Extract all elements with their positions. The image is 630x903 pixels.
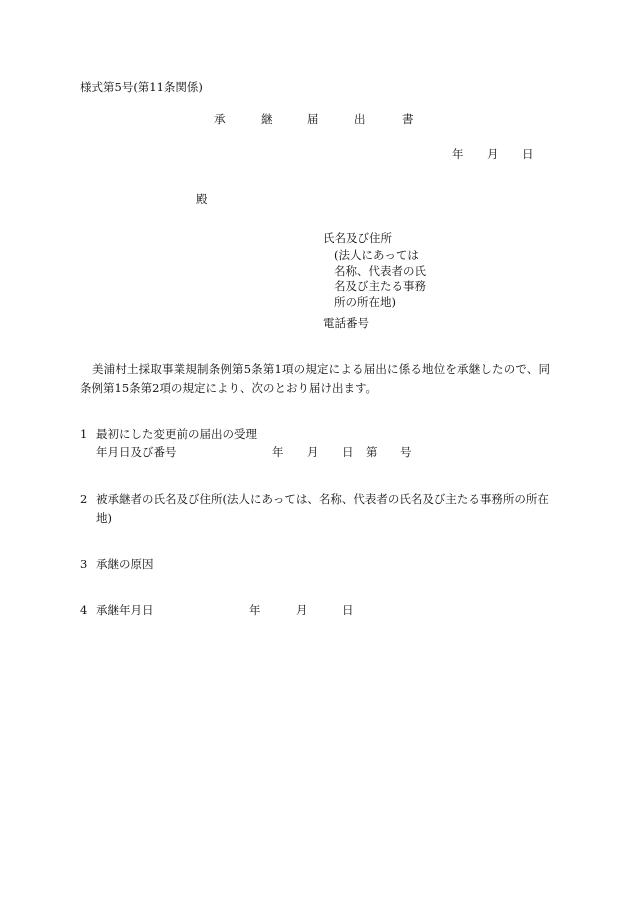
- date-day: 日: [522, 147, 534, 161]
- item-4-month: 月: [296, 603, 308, 617]
- item-4-label: 承継年月日: [96, 603, 154, 617]
- date-month: 月: [487, 147, 499, 161]
- title-char: 承: [214, 112, 226, 126]
- item-1-label-line2: 年月日及び番号: [96, 445, 177, 459]
- item-3-number: 3: [80, 557, 88, 571]
- title-char: 届: [307, 112, 319, 126]
- applicant-phone-label: 電話番号: [323, 316, 369, 330]
- body-paragraph: 美浦村土採取事業規制条例第5条第1項の規定による届出に係る地位を承継したので、同条例第15条第2項の規定により、次のとおり届け出ます。: [80, 362, 550, 395]
- item-4-year: 年: [249, 603, 261, 617]
- applicant-corp-note-line: 所の所在地): [334, 295, 396, 309]
- item-1-dai: 第: [366, 445, 378, 459]
- applicant-corp-note-line: 名称、代表者の氏: [334, 264, 426, 278]
- date-year: 年: [452, 147, 464, 161]
- title-char: 書: [402, 112, 414, 126]
- applicant-corp-note-line: 名及び主たる事務: [334, 279, 426, 293]
- item-3-label: 承継の原因: [96, 557, 154, 571]
- item-1-label-line1: 最初にした変更前の届出の受理: [96, 427, 257, 441]
- applicant-name-address-label: 氏名及び住所: [323, 231, 392, 245]
- item-2-label: 被承継者の氏名及び住所(法人にあっては、名称、代表者の氏名及び主たる事務所の所在地): [96, 492, 549, 525]
- title-char: 継: [261, 112, 273, 126]
- document-title: [0, 111, 630, 125]
- item-1-year: 年: [272, 445, 284, 459]
- form-number: 様式第5号(第11条関係): [80, 80, 203, 94]
- item-4-number: 4: [80, 603, 88, 617]
- addressee-suffix: 殿: [196, 192, 208, 206]
- item-1-go: 号: [400, 445, 412, 459]
- item-1-day: 日: [342, 445, 354, 459]
- item-1-number: 1: [80, 427, 88, 441]
- item-4-day: 日: [342, 603, 354, 617]
- item-1-month: 月: [307, 445, 319, 459]
- applicant-corp-note-line: (法人にあっては: [334, 248, 419, 262]
- title-char: 出: [354, 112, 366, 126]
- item-2-number: 2: [80, 492, 88, 506]
